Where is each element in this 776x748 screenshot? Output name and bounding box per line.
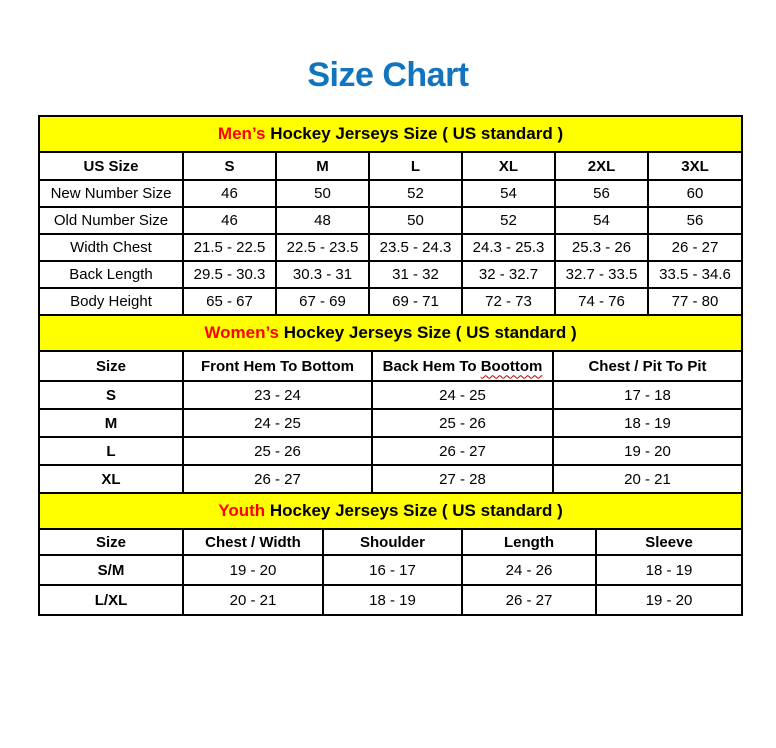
cell-value: 18 - 19 xyxy=(596,555,742,585)
row-label: M xyxy=(39,409,183,437)
cell-value: 25 - 26 xyxy=(183,437,372,465)
cell-value: 17 - 18 xyxy=(553,381,742,409)
youth-col-header: Chest / Width xyxy=(183,529,323,555)
mens-col-header: 3XL xyxy=(648,152,742,180)
cell-value: 21.5 - 22.5 xyxy=(183,234,276,261)
row-label: S/M xyxy=(39,555,183,585)
cell-value: 65 - 67 xyxy=(183,288,276,315)
row-label: Width Chest xyxy=(39,234,183,261)
cell-value: 25.3 - 26 xyxy=(555,234,648,261)
table-row xyxy=(39,409,742,437)
misspelled-word: Boottom xyxy=(480,357,543,375)
table-row xyxy=(39,585,742,615)
cell-value: 52 xyxy=(462,207,555,234)
cell-value: 31 - 32 xyxy=(369,261,462,288)
cell-value: 19 - 20 xyxy=(596,585,742,615)
cell-value: 56 xyxy=(555,180,648,207)
youth-col-header: Sleeve xyxy=(596,529,742,555)
womens-col-header xyxy=(372,351,553,381)
mens-col-header: 2XL xyxy=(555,152,648,180)
mens-col-header: S xyxy=(183,152,276,180)
mens-col-header: US Size xyxy=(39,152,183,180)
cell-value: 27 - 28 xyxy=(372,465,553,493)
womens-col-header: Chest / Pit To Pit xyxy=(553,351,742,381)
cell-value: 26 - 27 xyxy=(462,585,596,615)
table-row xyxy=(39,555,742,585)
youth-band-row xyxy=(39,493,742,529)
table-row xyxy=(39,261,742,288)
cell-value: 54 xyxy=(555,207,648,234)
cell-value: 25 - 26 xyxy=(372,409,553,437)
cell-value: 54 xyxy=(462,180,555,207)
cell-value: 50 xyxy=(276,180,369,207)
mens-col-header: M xyxy=(276,152,369,180)
cell-value: 20 - 21 xyxy=(553,465,742,493)
youth-size-table xyxy=(38,492,743,616)
row-label: New Number Size xyxy=(39,180,183,207)
row-label: Old Number Size xyxy=(39,207,183,234)
mens-header-row xyxy=(39,152,742,180)
cell-value: 24 - 26 xyxy=(462,555,596,585)
youth-col-header: Size xyxy=(39,529,183,555)
page-title: Size Chart xyxy=(307,56,469,94)
cell-value: 74 - 76 xyxy=(555,288,648,315)
cell-value: 67 - 69 xyxy=(276,288,369,315)
cell-value: 32.7 - 33.5 xyxy=(555,261,648,288)
cell-value: 56 xyxy=(648,207,742,234)
cell-value: 52 xyxy=(369,180,462,207)
row-label: S xyxy=(39,381,183,409)
womens-col-header: Front Hem To Bottom xyxy=(183,351,372,381)
cell-value: 26 - 27 xyxy=(183,465,372,493)
cell-value: 50 xyxy=(369,207,462,234)
cell-value: 19 - 20 xyxy=(553,437,742,465)
cell-value: 32 - 32.7 xyxy=(462,261,555,288)
womens-band-text: Hockey Jerseys Size ( US standard ) xyxy=(279,323,577,342)
mens-band-row xyxy=(39,116,742,152)
womens-section-band xyxy=(39,315,742,351)
mens-col-header: L xyxy=(369,152,462,180)
cell-value: 46 xyxy=(183,180,276,207)
cell-value: 46 xyxy=(183,207,276,234)
back-hem-text: Back Hem To xyxy=(382,357,481,375)
cell-value: 60 xyxy=(648,180,742,207)
cell-value: 24.3 - 25.3 xyxy=(462,234,555,261)
cell-value: 23 - 24 xyxy=(183,381,372,409)
row-label: L xyxy=(39,437,183,465)
womens-col-header: Size xyxy=(39,351,183,381)
womens-size-table xyxy=(38,314,743,494)
cell-value: 26 - 27 xyxy=(372,437,553,465)
youth-col-header: Shoulder xyxy=(323,529,462,555)
mens-band-text: Hockey Jerseys Size ( US standard ) xyxy=(265,124,564,143)
cell-value: 16 - 17 xyxy=(323,555,462,585)
table-row xyxy=(39,465,742,493)
table-row xyxy=(39,180,742,207)
womens-band-highlight: Women’s xyxy=(204,323,279,342)
youth-band-text: Hockey Jerseys Size ( US standard ) xyxy=(265,501,563,520)
youth-band-highlight: Youth xyxy=(218,501,266,520)
cell-value: 77 - 80 xyxy=(648,288,742,315)
row-label: XL xyxy=(39,465,183,493)
row-label: Back Length xyxy=(39,261,183,288)
cell-value: 18 - 19 xyxy=(323,585,462,615)
table-row xyxy=(39,381,742,409)
cell-value: 48 xyxy=(276,207,369,234)
mens-band-highlight: Men’s xyxy=(217,124,266,143)
table-row xyxy=(39,437,742,465)
cell-value: 20 - 21 xyxy=(183,585,323,615)
cell-value: 26 - 27 xyxy=(648,234,742,261)
cell-value: 69 - 71 xyxy=(369,288,462,315)
cell-value: 72 - 73 xyxy=(462,288,555,315)
table-row xyxy=(39,288,742,315)
table-row xyxy=(39,207,742,234)
cell-value: 22.5 - 23.5 xyxy=(276,234,369,261)
row-label: L/XL xyxy=(39,585,183,615)
cell-value: 24 - 25 xyxy=(372,381,553,409)
mens-col-header: XL xyxy=(462,152,555,180)
womens-header-row xyxy=(39,351,742,381)
row-label: Body Height xyxy=(39,288,183,315)
cell-value: 33.5 - 34.6 xyxy=(648,261,742,288)
table-row xyxy=(39,234,742,261)
size-chart xyxy=(38,115,741,616)
cell-value: 24 - 25 xyxy=(183,409,372,437)
youth-section-band xyxy=(39,493,742,529)
youth-col-header: Length xyxy=(462,529,596,555)
mens-section-band xyxy=(39,116,742,152)
cell-value: 19 - 20 xyxy=(183,555,323,585)
cell-value: 18 - 19 xyxy=(553,409,742,437)
womens-band-row xyxy=(39,315,742,351)
cell-value: 30.3 - 31 xyxy=(276,261,369,288)
youth-header-row xyxy=(39,529,742,555)
cell-value: 23.5 - 24.3 xyxy=(369,234,462,261)
cell-value: 29.5 - 30.3 xyxy=(183,261,276,288)
mens-size-table xyxy=(38,115,743,316)
